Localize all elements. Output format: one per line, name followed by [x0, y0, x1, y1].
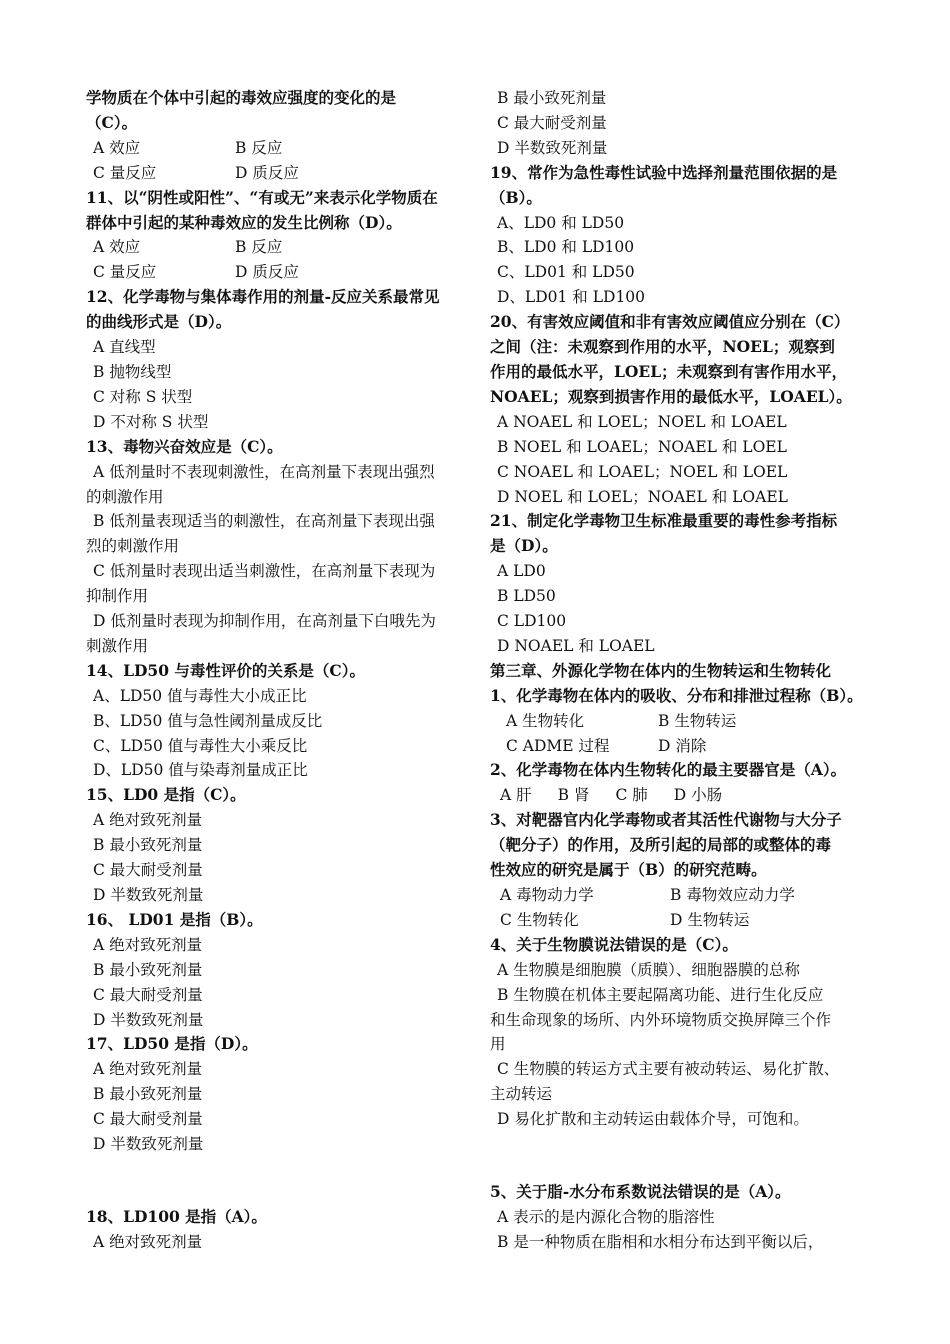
answer-option: C LD100 [497, 612, 567, 631]
answer-option: B 最小致死剂量 [93, 836, 203, 855]
answer-option: B 反应 [235, 238, 283, 257]
answer-option: D 半数致死剂量 [93, 1135, 204, 1154]
answer-option: C ADME 过程 [506, 736, 610, 755]
answer-option: B LD50 [497, 587, 556, 606]
answer-option: B 肾 [557, 786, 590, 805]
question-text: 18、LD100 是指（A）。 [86, 1206, 267, 1226]
answer-option: C、LD01 和 LD50 [497, 263, 635, 282]
question-text: （靶分子）的作用，及所引起的局部的或整体的毒 [490, 835, 832, 855]
answer-option: A NOAEL 和 LOEL；NOEL 和 LOAEL [497, 412, 787, 431]
answer-option: A 绝对致死剂量 [93, 1060, 203, 1079]
question-text: 的曲线形式是（D）。 [86, 312, 232, 332]
question-text: 13、毒物兴奋效应是（C）。 [86, 436, 283, 456]
option-pair [86, 260, 461, 285]
answer-option: D 不对称 S 状型 [93, 412, 209, 431]
answer-option: B、LD50 值与急性阈剂量成反比 [93, 711, 323, 730]
answer-option: C、LD50 值与毒性大小乘反比 [93, 736, 308, 755]
left-column [86, 86, 461, 1255]
answer-option: C 生物膜的转运方式主要有被动转运、易化扩散、 [497, 1060, 840, 1079]
answer-option: D、LD50 值与染毒剂量成正比 [93, 761, 308, 780]
answer-option: C NOAEL 和 LOAEL；NOEL 和 LOEL [497, 462, 788, 481]
answer-option: A LD0 [497, 562, 546, 581]
answer-option: A 生物转化 [506, 711, 585, 730]
answer-option: B 最小致死剂量 [497, 89, 607, 107]
option-row [490, 783, 865, 808]
question-text: 之间（注：未观察到作用的水平，NOEL；观察到 [490, 337, 835, 357]
question-text: 12、化学毒物与集体毒作用的剂量-反应关系最常见 [86, 287, 440, 307]
option-continuation: 刺激作用 [86, 636, 149, 655]
question-text: 群体中引起的某种毒效应的发生比例称（D）。 [86, 212, 402, 232]
answer-option: C 最大耐受剂量 [93, 1110, 203, 1129]
question-text: 21、制定化学毒物卫生标准最重要的毒性参考指标 [490, 511, 838, 531]
question-text: 20、有害效应阈值和非有害效应阈值应分别在（C） [490, 312, 850, 332]
answer-option: B 最小致死剂量 [93, 1085, 203, 1104]
answer-option: C 低剂量时表现出适当刺激性，在高剂量下表现为 [93, 562, 436, 581]
answer-option: B 最小致死剂量 [93, 960, 203, 979]
right-column [490, 86, 865, 1255]
answer-option: A 表示的是内源化合物的脂溶性 [497, 1207, 715, 1226]
answer-option: C 肺 [615, 786, 648, 805]
answer-option: B 低剂量表现适当的刺激性，在高剂量下表现出强 [93, 512, 435, 531]
answer-option: A、LD50 值与毒性大小成正比 [93, 686, 307, 705]
answer-option: D 消除 [658, 736, 707, 755]
question-text: 性效应的研究是属于（B）的研究范畴。 [490, 860, 767, 880]
answer-option: D 半数致死剂量 [93, 886, 204, 904]
answer-option: D 半数致死剂量 [497, 138, 608, 157]
answer-option: A、LD0 和 LD50 [497, 213, 625, 232]
question-text: 15、LD0 是指（C）。 [86, 785, 246, 805]
answer-option: B 是一种物质在脂相和水相分布达到平衡以后， [497, 1232, 824, 1251]
question-text: （B）。 [490, 187, 542, 207]
option-continuation: 的刺激作用 [86, 487, 164, 506]
answer-option: D 质反应 [235, 263, 299, 282]
option-continuation: 烈的刺激作用 [86, 537, 180, 556]
option-pair [490, 709, 865, 734]
answer-option: A 低剂量时不表现刺激性，在高剂量下表现出强烈 [93, 462, 435, 481]
option-pair [490, 908, 865, 933]
answer-option: A 绝对致死剂量 [93, 811, 203, 830]
answer-option: B 抛物线型 [93, 362, 172, 381]
question-text: （C）。 [86, 112, 138, 132]
answer-option: A 绝对致死剂量 [93, 935, 203, 954]
answer-option: A 生物膜是细胞膜（质膜）、细胞器膜的总称 [497, 960, 800, 979]
option-pair [490, 734, 865, 759]
option-continuation: 主动转运 [490, 1085, 553, 1104]
answer-option: C 对称 S 状型 [93, 387, 193, 406]
answer-option: B、LD0 和 LD100 [497, 238, 635, 257]
answer-option: C 生物转化 [500, 910, 579, 929]
answer-option: B 生物膜在机体主要起隔离功能、进行生化反应 [497, 985, 824, 1004]
answer-option: A 效应 [93, 238, 141, 257]
question-text: 作用的最低水平，LOEL；未观察到有害作用水平， [490, 361, 848, 381]
option-continuation: 和生命现象的场所、内外环境物质交换屏障三个作 [490, 1010, 832, 1029]
answer-option: A 效应 [93, 138, 141, 157]
answer-option: C 量反应 [93, 163, 157, 182]
option-pair [86, 235, 461, 260]
question-text: 17、LD50 是指（D）。 [86, 1034, 258, 1054]
answer-option: D 低剂量时表现为抑制作用，在高剂量下白哦先为 [93, 612, 436, 631]
answer-option: C 最大耐受剂量 [93, 985, 203, 1004]
question-text: 14、LD50 与毒性评价的关系是（C）。 [86, 660, 365, 680]
question-text: 16、 LD01 是指（B）。 [86, 909, 263, 929]
question-text: 3、对靶器官内化学毒物或者其活性代谢物与大分子 [490, 810, 842, 830]
answer-option: C 量反应 [93, 263, 157, 282]
answer-option: D、LD01 和 LD100 [497, 288, 646, 307]
answer-option: A 直线型 [93, 338, 156, 357]
answer-option: D 生物转运 [670, 910, 750, 929]
question-text: 是（D）。 [490, 536, 558, 556]
question-text: 1、化学毒物在体内的吸收、分布和排泄过程称（B）。 [490, 685, 863, 705]
option-continuation: 抑制作用 [86, 587, 149, 606]
answer-option: A 绝对致死剂量 [93, 1232, 203, 1251]
answer-option: B NOEL 和 LOAEL；NOAEL 和 LOEL [497, 437, 787, 456]
question-text: 11、以“阴性或阳性”、“有或无”来表示化学物质在 [86, 187, 438, 207]
answer-option: D 易化扩散和主动转运由载体介导，可饱和。 [497, 1110, 809, 1129]
answer-option: C 最大耐受剂量 [93, 861, 203, 880]
question-text: NOAEL；观察到损害作用的最低水平，LOAEL）。 [490, 386, 852, 406]
answer-option: C 最大耐受剂量 [497, 113, 607, 132]
option-pair [490, 883, 865, 908]
answer-option: B 反应 [235, 138, 283, 157]
question-text: 2、化学毒物在体内生物转化的最主要器官是（A）。 [490, 760, 847, 780]
question-text: 4、关于生物膜说法错误的是（C）。 [490, 934, 738, 954]
option-continuation: 用 [490, 1035, 506, 1054]
question-text: 第三章、外源化学物在体内的生物转运和生物转化 [490, 660, 832, 680]
answer-option: A 毒物动力学 [500, 886, 594, 904]
answer-option: B 生物转运 [658, 711, 737, 730]
option-pair [86, 136, 461, 161]
question-text: 学物质在个体中引起的毒效应强度的变化的是 [86, 88, 397, 107]
question-text: 19、常作为急性毒性试验中选择剂量范围依据的是 [490, 162, 838, 182]
answer-option: D NOAEL 和 LOAEL [497, 636, 655, 655]
answer-option: D 半数致死剂量 [93, 1010, 204, 1029]
answer-option: D 质反应 [235, 163, 299, 182]
answer-option: D NOEL 和 LOEL；NOAEL 和 LOAEL [497, 487, 788, 506]
answer-option: D 小肠 [673, 786, 723, 805]
question-text: 5、关于脂-水分布系数说法错误的是（A）。 [490, 1182, 791, 1202]
option-pair [86, 161, 461, 186]
answer-option: B 毒物效应动力学 [670, 886, 795, 904]
answer-option: A 肝 [500, 786, 532, 805]
